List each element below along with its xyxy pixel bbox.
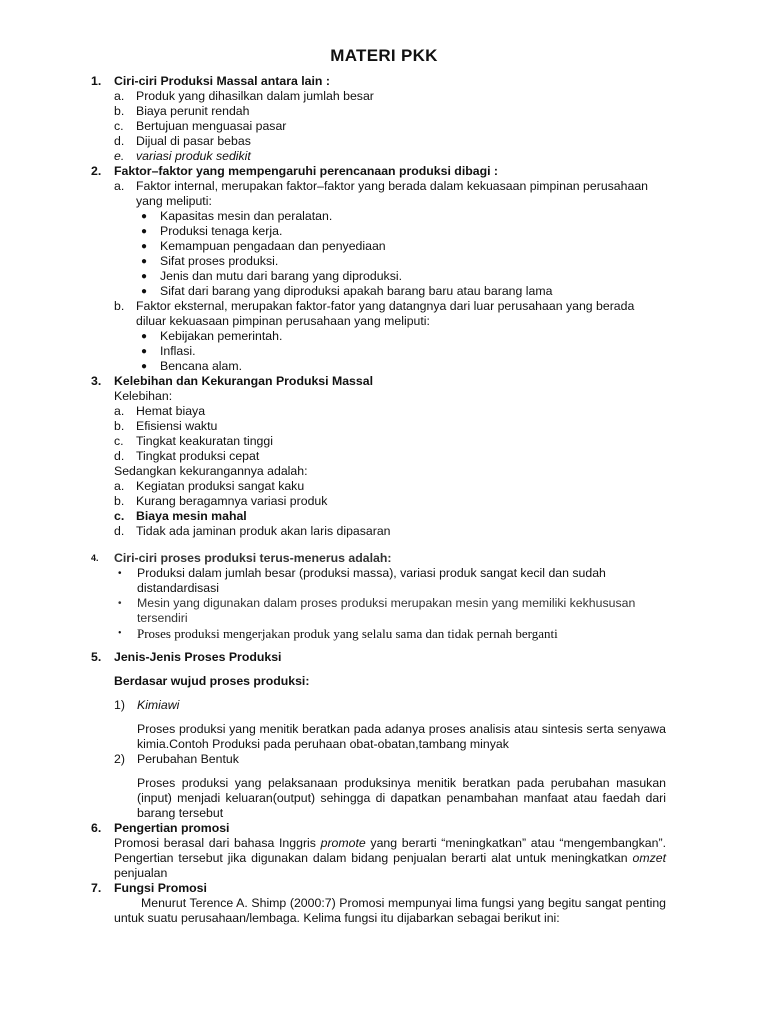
bullet-icon: ● — [141, 346, 148, 357]
list-item-text: Faktor internal, merupakan faktor–faktor yang berada dalam kekuasaan pimpinan perusahaan yang meliputi: — [136, 179, 648, 208]
list-item — [114, 494, 666, 509]
list-marker: 1) — [114, 698, 125, 712]
list-item — [114, 434, 666, 449]
paragraph-text: yang berarti “meningkatkan” atau “mengembangkan”. Pengertian tersebut jika digunakan dalam bidang penjualan berarti alat untuk meningkatkan — [114, 836, 666, 865]
bullet-item — [114, 626, 666, 641]
section-heading: Fungsi Promosi — [114, 881, 207, 895]
document-content — [91, 74, 666, 926]
list-marker: c. — [114, 434, 124, 448]
bullet-text: Inflasi. — [160, 344, 196, 358]
bullet-item — [137, 329, 666, 344]
bullet-item — [137, 344, 666, 359]
section-number: 6. — [91, 821, 102, 835]
bullet-item — [137, 359, 666, 374]
bullet-text: Bencana alam. — [160, 359, 243, 373]
list-marker: c. — [114, 509, 125, 523]
list-marker: 2) — [114, 752, 125, 766]
bullet-item — [137, 269, 666, 284]
bullet-icon: ● — [141, 226, 148, 237]
list-item-text: Kegiatan produksi sangat kaku — [136, 479, 305, 493]
bullet-text: Kemampuan pengadaan dan penyediaan — [160, 239, 386, 253]
bullet-text: Kebijakan pemerintah. — [160, 329, 283, 343]
list-item — [114, 179, 666, 209]
section-heading: Jenis-Jenis Proses Produksi — [114, 650, 282, 664]
list-item-text: Dijual di pasar bebas — [136, 134, 251, 148]
paragraph: Proses produksi yang pelaksanaan produksinya menitik beratkan pada perubahan masukan (input) menjadi keluaran(output) sehingga di dapatkan penambahan manfaat atau faedah dari barang tersebut — [137, 776, 666, 820]
section-1 — [91, 74, 666, 164]
bullet-icon: ● — [141, 211, 148, 222]
section-heading: Ciri-ciri proses produksi terus-menerus adalah: — [114, 551, 392, 565]
bullet-icon: • — [118, 568, 122, 579]
section-number: 5. — [91, 650, 102, 664]
list-item — [114, 509, 666, 524]
list-item — [114, 299, 666, 329]
section-number: 4. — [91, 553, 99, 563]
bullet-icon: ● — [141, 241, 148, 252]
list-marker: a. — [114, 404, 125, 418]
section-subheading: Berdasar wujud proses produksi: — [114, 674, 310, 688]
bullet-text: Proses produksi mengerjakan produk yang selalu sama dan tidak pernah berganti — [137, 626, 558, 641]
section-6 — [91, 821, 666, 881]
bullet-text: Jenis dan mutu dari barang yang diproduksi. — [160, 269, 402, 283]
list-item-label: Kimiawi — [137, 698, 180, 712]
list-item — [114, 419, 666, 434]
section-heading: Kelebihan dan Kekurangan Produksi Massal — [114, 374, 373, 388]
section-heading: Pengertian promosi — [114, 821, 230, 835]
bullet-icon: ● — [141, 256, 148, 267]
bullet-item — [137, 224, 666, 239]
bullet-item — [137, 284, 666, 299]
section-3 — [91, 374, 666, 539]
list-item — [114, 449, 666, 464]
emphasis-text: promote — [320, 836, 366, 850]
kekurangan-label: Sedangkan kekurangannya adalah: — [114, 464, 308, 478]
list-item — [114, 134, 666, 149]
list-item — [114, 524, 666, 539]
list-item — [114, 752, 666, 767]
list-marker: b. — [114, 299, 125, 313]
paragraph: Proses produksi yang menitik beratkan pada adanya proses analisis atau sintesis serta senyawa kimia.Contoh Produksi pada peruhaan obat-obatan,tambang minyak — [137, 722, 666, 751]
bullet-item — [137, 254, 666, 269]
list-item-text: Tingkat keakuratan tinggi — [136, 434, 273, 448]
list-marker: b. — [114, 419, 125, 433]
list-item-text: Tingkat produksi cepat — [136, 449, 260, 463]
bullet-text: Sifat dari barang yang diproduksi apakah barang baru atau barang lama — [160, 284, 553, 298]
list-item-text: Tidak ada jaminan produk akan laris dipasaran — [136, 524, 391, 538]
list-item-text: Produk yang dihasilkan dalam jumlah besar — [136, 89, 374, 103]
list-item — [114, 479, 666, 494]
list-marker: d. — [114, 524, 125, 538]
list-item-text: Biaya mesin mahal — [136, 509, 247, 523]
list-item — [114, 149, 666, 164]
section-number: 1. — [91, 74, 102, 88]
list-item-text: variasi produk sedikit — [136, 149, 251, 163]
list-item — [114, 119, 666, 134]
list-marker: a. — [114, 89, 125, 103]
bullet-icon: ● — [141, 361, 148, 372]
section-heading: Faktor–faktor yang mempengaruhi perencanaan produksi dibagi : — [114, 164, 499, 178]
list-marker: c. — [114, 119, 124, 133]
bullet-text: Mesin yang digunakan dalam proses produksi merupakan mesin yang memiliki kekhususan tersendiri — [137, 596, 636, 625]
section-5 — [91, 650, 666, 821]
page-title: MATERI PKK — [330, 46, 438, 65]
section-2 — [91, 164, 666, 374]
section-number: 2. — [91, 164, 102, 178]
bullet-item — [137, 209, 666, 224]
list-item-text: Efisiensi waktu — [136, 419, 218, 433]
list-marker: e. — [114, 149, 125, 163]
section-number: 3. — [91, 374, 102, 388]
list-item-text: Hemat biaya — [136, 404, 206, 418]
section-number: 7. — [91, 881, 102, 895]
list-item — [114, 89, 666, 104]
list-marker: b. — [114, 104, 125, 118]
list-item-text: Faktor eksternal, merupakan faktor-fator yang datangnya dari luar perusahaan yang berada diluar kekuasaan pimpinan perusahaan yang meliputi: — [136, 299, 635, 328]
paragraph-text: penjualan — [114, 866, 168, 880]
bullet-item — [114, 566, 666, 596]
bullet-icon: ● — [141, 271, 148, 282]
section-7 — [91, 881, 666, 926]
list-marker: b. — [114, 494, 125, 508]
list-item — [114, 404, 666, 419]
bullet-item — [114, 596, 666, 626]
kelebihan-label: Kelebihan: — [114, 389, 173, 403]
list-marker: a. — [114, 179, 125, 193]
list-item-text: Kurang beragamnya variasi produk — [136, 494, 328, 508]
list-item-text: Biaya perunit rendah — [136, 104, 250, 118]
bullet-text: Sifat proses produksi. — [160, 254, 279, 268]
bullet-icon: • — [118, 598, 122, 609]
list-marker: d. — [114, 134, 125, 148]
list-marker: a. — [114, 479, 125, 493]
section-heading: Ciri-ciri Produksi Massal antara lain : — [114, 74, 330, 88]
list-item-text: Bertujuan menguasai pasar — [136, 119, 287, 133]
bullet-icon: ● — [141, 331, 148, 342]
list-marker: d. — [114, 449, 125, 463]
bullet-item — [137, 239, 666, 254]
bullet-icon: ● — [141, 286, 148, 297]
list-item — [114, 104, 666, 119]
emphasis-text: omzet — [632, 851, 666, 865]
bullet-icon: • — [118, 628, 122, 639]
paragraph-text: Promosi berasal dari bahasa Inggris — [114, 836, 321, 850]
section-4 — [91, 551, 666, 641]
bullet-text: Produksi dalam jumlah besar (produksi massa), variasi produk sangat kecil dan sudah distandardisasi — [137, 566, 606, 595]
list-item — [114, 698, 666, 713]
bullet-text: Produksi tenaga kerja. — [160, 224, 283, 238]
bullet-text: Kapasitas mesin dan peralatan. — [160, 209, 333, 223]
list-item-label: Perubahan Bentuk — [137, 752, 239, 766]
paragraph: Menurut Terence A. Shimp (2000:7) Promosi mempunyai lima fungsi yang begitu sangat penting untuk suatu perusahaan/lembaga. Kelima fungsi itu dijabarkan sebagai berikut ini: — [114, 896, 666, 925]
paragraph — [114, 836, 666, 881]
